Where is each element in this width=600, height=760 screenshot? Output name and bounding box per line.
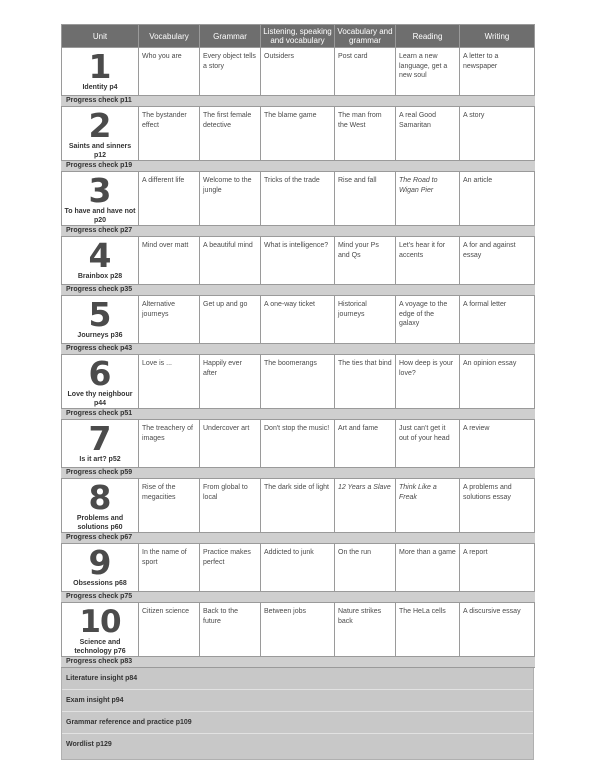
lesson-cell: Love is ... — [139, 355, 200, 409]
lesson-cell: A formal letter — [460, 296, 535, 344]
lesson-cell: Welcome to the jungle — [200, 172, 261, 226]
progress-check-row — [62, 285, 535, 296]
unit-cell — [62, 420, 139, 468]
header-listening: Listening, speaking and vocabulary — [261, 25, 335, 48]
unit-row — [62, 603, 535, 657]
lesson-cell: Who you are — [139, 48, 200, 96]
appendix-item: Wordlist p129 — [66, 741, 112, 748]
unit-number: 7 — [88, 419, 112, 458]
unit-row — [62, 296, 535, 344]
lesson-cell: A real Good Samaritan — [396, 107, 460, 161]
progress-check-label: Progress check p67 — [62, 533, 535, 544]
lesson-cell: Art and fame — [335, 420, 396, 468]
unit-row — [62, 420, 535, 468]
unit-title: Saints and sinners p12 — [68, 143, 132, 159]
lesson-cell: More than a game — [396, 544, 460, 592]
progress-check-label: Progress check p51 — [62, 409, 535, 420]
unit-number: 10 — [79, 604, 121, 640]
lesson-cell: An article — [460, 172, 535, 226]
unit-row — [62, 172, 535, 226]
lesson-cell: On the run — [335, 544, 396, 592]
lesson-cell: The HeLa cells — [396, 603, 460, 657]
unit-title: Obsessions p68 — [73, 580, 127, 587]
lesson-cell: Citizen science — [139, 603, 200, 657]
lesson-cell: An opinion essay — [460, 355, 535, 409]
lesson-cell: Think Like a Freak — [396, 479, 460, 533]
progress-check-row — [62, 468, 535, 479]
progress-check-label: Progress check p59 — [62, 468, 535, 479]
unit-row — [62, 237, 535, 285]
progress-check-row — [62, 533, 535, 544]
unit-title: To have and have not p20 — [64, 208, 136, 224]
lesson-cell: Practice makes perfect — [200, 544, 261, 592]
unit-number: 3 — [88, 171, 112, 210]
progress-check-label: Progress check p43 — [62, 344, 535, 355]
progress-check-row — [62, 226, 535, 237]
lesson-cell: Tricks of the trade — [261, 172, 335, 226]
unit-title: Brainbox p28 — [77, 273, 123, 280]
progress-check-row — [62, 161, 535, 172]
header-writing: Writing — [460, 25, 535, 48]
unit-number: 6 — [88, 354, 112, 393]
unit-number: 1 — [88, 47, 112, 86]
progress-check-row — [62, 344, 535, 355]
unit-number: 8 — [88, 478, 112, 517]
header-row — [62, 25, 535, 48]
unit-row — [62, 544, 535, 592]
unit-title: Problems and solutions p60 — [76, 515, 124, 531]
lesson-cell: From global to local — [200, 479, 261, 533]
lesson-cell: The treachery of images — [139, 420, 200, 468]
lesson-cell: A beautiful mind — [200, 237, 261, 285]
lesson-cell: Learn a new language, get a new soul — [396, 48, 460, 96]
lesson-cell: Addicted to junk — [261, 544, 335, 592]
lesson-cell: A discursive essay — [460, 603, 535, 657]
lesson-cell: Nature strikes back — [335, 603, 396, 657]
header-vocab-grammar: Vocabulary and grammar — [335, 25, 396, 48]
unit-cell — [62, 172, 139, 226]
contents-body — [62, 48, 535, 668]
progress-check-label: Progress check p83 — [62, 657, 535, 668]
progress-check-label: Progress check p35 — [62, 285, 535, 296]
lesson-cell: A letter to a newspaper — [460, 48, 535, 96]
unit-title: Is it art? p52 — [79, 456, 121, 463]
appendix-item: Grammar reference and practice p109 — [62, 712, 533, 734]
unit-row — [62, 355, 535, 409]
lesson-cell: Undercover art — [200, 420, 261, 468]
lesson-cell: What is intelligence? — [261, 237, 335, 285]
lesson-cell: The Road to Wigan Pier — [396, 172, 460, 226]
lesson-cell: Back to the future — [200, 603, 261, 657]
unit-cell — [62, 355, 139, 409]
lesson-cell: Outsiders — [261, 48, 335, 96]
contents-table — [61, 24, 535, 668]
unit-row — [62, 48, 535, 96]
lesson-cell: Happily ever after — [200, 355, 261, 409]
progress-check-label: Progress check p19 — [62, 161, 535, 172]
lesson-cell: A different life — [139, 172, 200, 226]
progress-check-row — [62, 592, 535, 603]
lesson-cell: Mind your Ps and Qs — [335, 237, 396, 285]
lesson-cell: Mind over matt — [139, 237, 200, 285]
unit-title: Journeys p36 — [77, 332, 123, 339]
lesson-cell: Post card — [335, 48, 396, 96]
unit-number: 2 — [88, 106, 112, 145]
unit-title: Identity p4 — [82, 84, 118, 91]
lesson-cell: The blame game — [261, 107, 335, 161]
unit-title: Science and technology p76 — [74, 639, 126, 655]
lesson-cell: How deep is your love? — [396, 355, 460, 409]
progress-check-label: Progress check p27 — [62, 226, 535, 237]
lesson-cell: The man from the West — [335, 107, 396, 161]
unit-cell — [62, 296, 139, 344]
lesson-cell: Every object tells a story — [200, 48, 261, 96]
progress-check-row — [62, 96, 535, 107]
lesson-cell: The ties that bind — [335, 355, 396, 409]
appendix-item: Exam insight p94 — [62, 690, 533, 712]
lesson-cell: A voyage to the edge of the galaxy — [396, 296, 460, 344]
lesson-cell: The first female detective — [200, 107, 261, 161]
lesson-cell: Just can't get it out of your head — [396, 420, 460, 468]
unit-cell — [62, 544, 139, 592]
lesson-cell: A report — [460, 544, 535, 592]
header-unit: Unit — [62, 25, 139, 48]
lesson-cell: Rise and fall — [335, 172, 396, 226]
lesson-cell: Get up and go — [200, 296, 261, 344]
appendix-list — [61, 668, 534, 760]
unit-cell — [62, 479, 139, 533]
contents-page — [61, 24, 534, 760]
lesson-cell: Historical journeys — [335, 296, 396, 344]
lesson-cell: A story — [460, 107, 535, 161]
header-vocabulary: Vocabulary — [139, 25, 200, 48]
unit-cell — [62, 107, 139, 161]
lesson-cell: Let's hear it for accents — [396, 237, 460, 285]
lesson-cell: Rise of the megacities — [139, 479, 200, 533]
lesson-cell: A problems and solutions essay — [460, 479, 535, 533]
unit-number: 4 — [88, 236, 112, 275]
lesson-cell: The dark side of light — [261, 479, 335, 533]
appendix-item: Literature insight p84 — [62, 668, 533, 690]
lesson-cell: The bystander effect — [139, 107, 200, 161]
lesson-cell: 12 Years a Slave — [335, 479, 396, 533]
progress-check-label: Progress check p11 — [62, 96, 535, 107]
lesson-cell: Don't stop the music! — [261, 420, 335, 468]
lesson-cell: Between jobs — [261, 603, 335, 657]
unit-row — [62, 479, 535, 533]
unit-row — [62, 107, 535, 161]
lesson-cell: In the name of sport — [139, 544, 200, 592]
lesson-cell: The boomerangs — [261, 355, 335, 409]
unit-number: 5 — [88, 295, 112, 334]
unit-cell — [62, 48, 139, 96]
progress-check-row — [62, 657, 535, 668]
unit-cell — [62, 237, 139, 285]
header-grammar: Grammar — [200, 25, 261, 48]
lesson-cell: A review — [460, 420, 535, 468]
unit-cell — [62, 603, 139, 657]
header-reading: Reading — [396, 25, 460, 48]
progress-check-row — [62, 409, 535, 420]
unit-title: Love thy neighbour p44 — [67, 391, 133, 407]
lesson-cell: Alternative journeys — [139, 296, 200, 344]
lesson-cell: A for and against essay — [460, 237, 535, 285]
unit-number: 9 — [88, 543, 112, 582]
progress-check-label: Progress check p75 — [62, 592, 535, 603]
lesson-cell: A one-way ticket — [261, 296, 335, 344]
